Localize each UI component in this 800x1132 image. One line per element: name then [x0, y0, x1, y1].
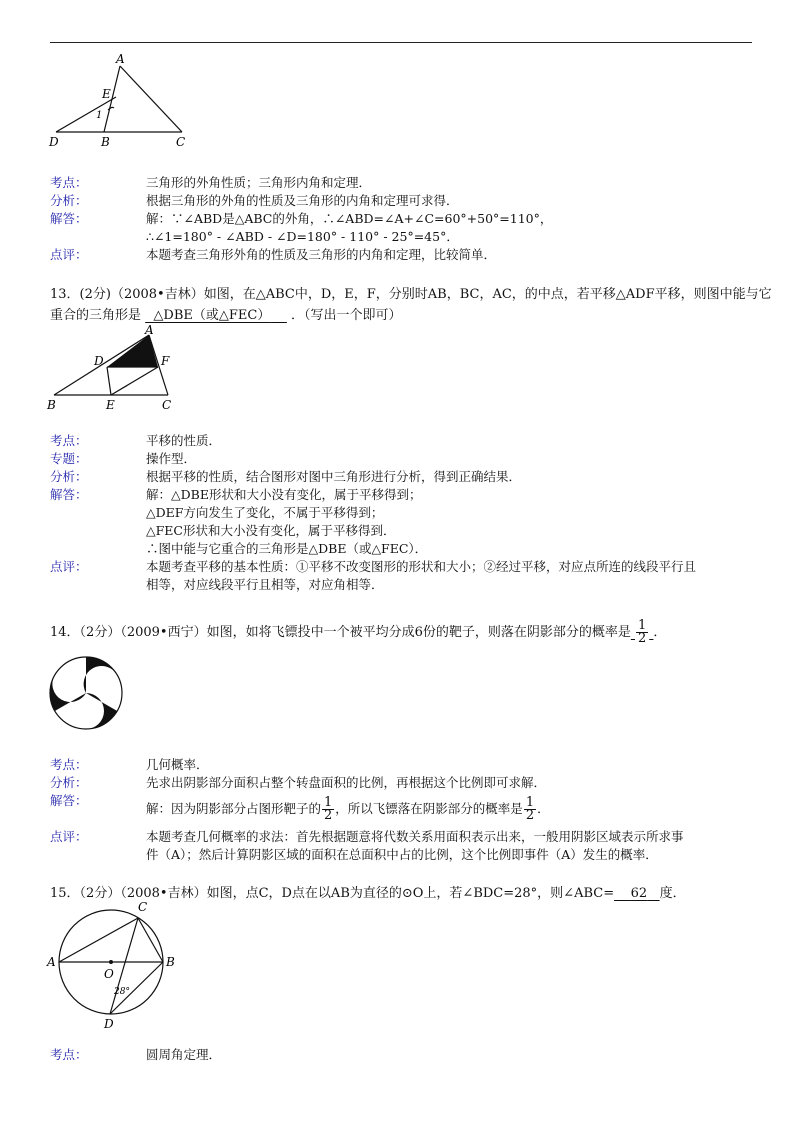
jieda-line-13-2: △DEF方向发生了变化，不属于平移得到； — [146, 505, 384, 520]
question-15-answer: 62 — [630, 886, 648, 901]
question-14-pre: 14．（2分）（2009•西宁）如图，如将飞镖投中一个被平均分成6份的靶子，则落在阴影部分的概率是 — [50, 625, 631, 640]
top-rule — [50, 42, 752, 43]
jieda-line-13-4: ∴图中能与它重合的三角形是△DBE（或△FEC）． — [146, 541, 428, 556]
question-14-line — [50, 620, 666, 646]
label-c: C — [162, 398, 172, 412]
fenxi-text-14: 先求出阴影部分面积占整个转盘面积的比例，再根据这个比例即可求解． — [146, 775, 547, 790]
triangle-figure-12 — [44, 50, 194, 152]
jieda-label-13: 解答： — [50, 487, 88, 502]
jieda-line-13-3: △FEC形状和大小没有变化，属于平移得到． — [146, 523, 396, 538]
label-e: E — [106, 398, 115, 412]
label-c: C — [176, 135, 186, 149]
dianping-label-14: 点评： — [50, 829, 88, 844]
dianping-line-13-2: 相等，对应线段平行且相等，对应角相等． — [146, 577, 384, 592]
label-a: A — [116, 52, 125, 66]
label-d: D — [104, 1017, 114, 1030]
question-13-line2 — [50, 306, 402, 326]
kaodian-label-15: 考点： — [50, 1047, 88, 1062]
triangle-figure-13 — [44, 325, 184, 413]
label-b: B — [166, 955, 175, 969]
jieda-line-12-1: 解：∵∠ABD是△ABC的外角，∴∠ABD=∠A+∠C=60°+50°=110°， — [146, 211, 553, 226]
question-14-post: ． — [653, 625, 667, 640]
fraction-2: $\frac{1}{2}$ — [525, 795, 535, 823]
question-14-answer — [631, 618, 654, 646]
kaodian-label-13: 考点： — [50, 433, 88, 448]
fraction-1: $\frac{1}{2}$ — [324, 795, 333, 823]
question-15-pre: 15．（2分）（2008•吉林）如图，点C，D点在以AB为直径的⊙O上，若∠BDC=28°，则∠ABC= — [50, 886, 615, 901]
jieda-line-12-2: ∴∠1=180° - ∠ABD - ∠D=180° - 110° - 25°=45°． — [146, 229, 459, 244]
dianping-text-12: 本题考查三角形外角的性质及三角形的内角和定理，比较简单． — [146, 247, 497, 262]
jieda-label-14: 解答： — [50, 793, 88, 808]
zhuanti-label-13: 专题： — [50, 451, 88, 466]
jieda-label-12: 解答： — [50, 211, 88, 226]
label-b: B — [47, 398, 56, 412]
kaodian-label-12: 考点： — [50, 175, 88, 190]
dianping-line-14-2: 件（A）；然后计算阴影区域的面积在总面积中占的比例，这个比例即事件（A）发生的概率． — [146, 847, 658, 862]
dartboard-figure-14 — [46, 653, 126, 733]
label-d: D — [49, 135, 59, 149]
kaodian-text-14: 几何概率． — [146, 757, 209, 772]
question-13-post: ．（写出一个即可） — [291, 308, 402, 323]
fenxi-label-14: 分析： — [50, 775, 88, 790]
label-1: 1 — [96, 110, 103, 121]
label-a: A — [145, 325, 154, 337]
jieda-line-13-1: 解：△DBE形状和大小没有变化，属于平移得到； — [146, 487, 422, 502]
fenxi-label-12: 分析： — [50, 193, 88, 208]
label-d: D — [94, 354, 104, 368]
zhuanti-text-13: 操作型． — [146, 451, 197, 466]
label-c: C — [138, 900, 148, 914]
label-a: A — [47, 955, 56, 969]
label-e: E — [102, 87, 111, 101]
dianping-label-12: 点评： — [50, 247, 88, 262]
jieda-line-14: 解：因为阴影部分占图形靶子的 $\frac{1}{2}$ ，所以飞镖落在阴影部分的概率是 $\frac{1}{2}$ ． — [146, 795, 550, 823]
question-13-answer: △DBE（或△FEC） — [153, 308, 271, 323]
question-13-line1: 13．(2分)（2008•吉林）如图，在△ABC中，D，E，F，分别时AB，BC，AC，的中点，若平移△ADF平移，则图中能与它 — [50, 287, 772, 302]
circle-figure-15 — [44, 898, 184, 1030]
dianping-line-14-1: 本题考查几何概率的求法：首先根据题意将代数关系用面积表示出来，一般用阴影区域表示所求事 — [146, 829, 684, 844]
kaodian-text-13: 平移的性质． — [146, 433, 222, 448]
dianping-label-13: 点评： — [50, 559, 88, 574]
label-f: F — [161, 354, 170, 368]
label-o: O — [104, 967, 114, 981]
kaodian-label-14: 考点： — [50, 757, 88, 772]
dianping-line-13-1: 本题考查平移的基本性质：①平移不改变图形的形状和大小；②经过平移，对应点所连的线段平行且 — [146, 559, 697, 574]
kaodian-text-15: 圆周角定理． — [146, 1047, 222, 1062]
angle-label: 28° — [114, 987, 130, 997]
answer-fraction: $\frac{1}{2}$ — [637, 618, 647, 646]
question-13-pre: 重合的三角形是 — [50, 308, 142, 323]
fenxi-text-13: 根据平移的性质，结合图形对图中三角形进行分析，得到正确结果． — [146, 469, 522, 484]
fenxi-text-12: 根据三角形的外角的性质及三角形的内角和定理可求得． — [146, 193, 459, 208]
question-15-post: 度． — [659, 886, 686, 901]
kaodian-text-12: 三角形的外角性质；三角形内角和定理． — [146, 175, 372, 190]
label-b: B — [101, 135, 110, 149]
fenxi-label-13: 分析： — [50, 469, 88, 484]
